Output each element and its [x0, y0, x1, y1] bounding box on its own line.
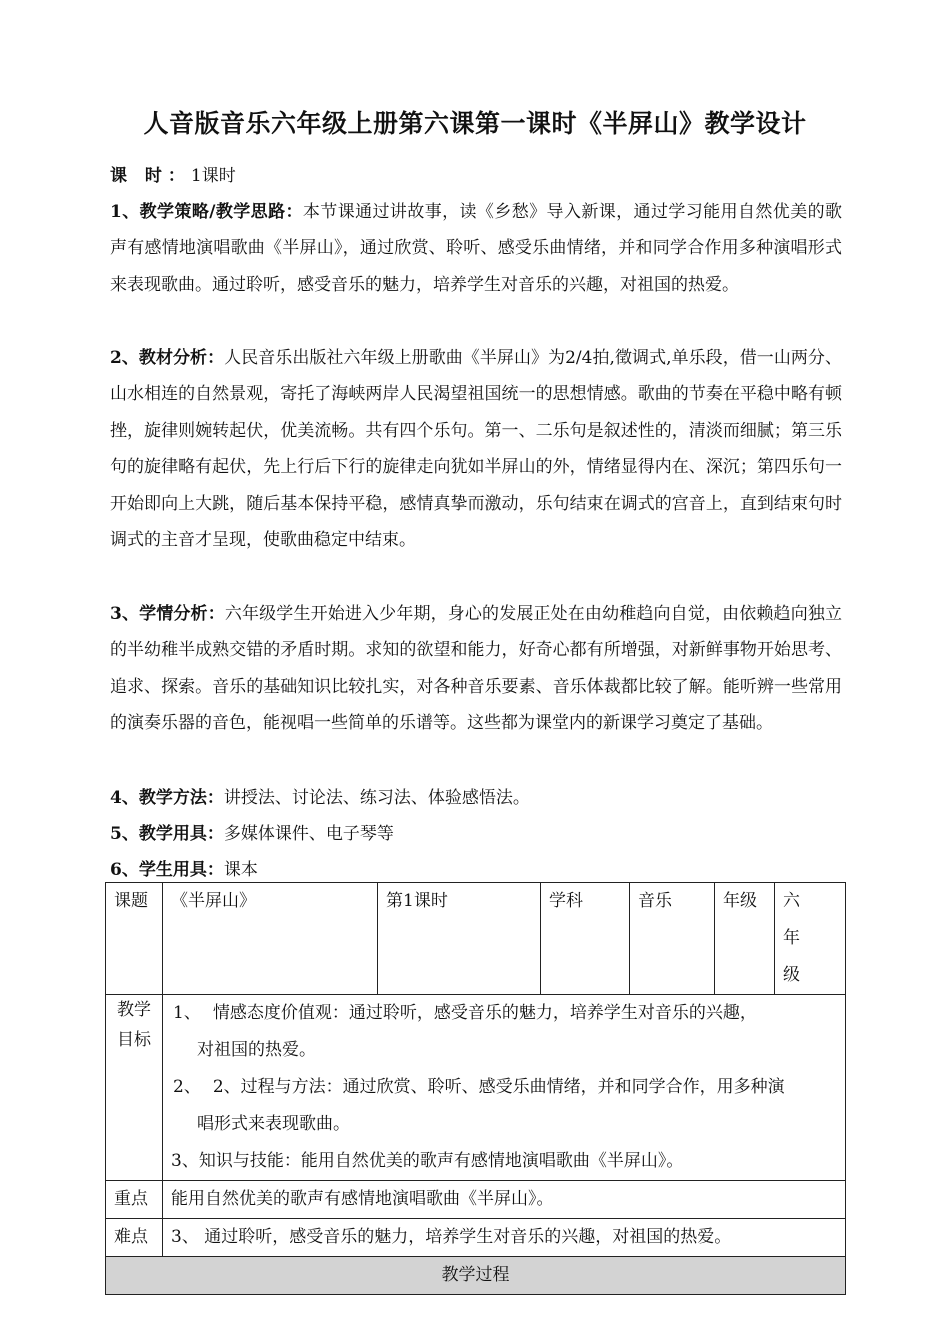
section-text: 六年级学生开始进入少年期，身心的发展正处在由幼稚趋向自觉，由依赖趋向独立的半幼稚半成熟交错的矛盾时期。求知的欲望和能力，好奇心都有所增强，对新鲜事物开始思考、追求、探索。音乐的基础知识比较扎实，对各种音乐要素、音乐体裁都比较了解。能听辨一些常用的演奏乐器的音色，能视唱一些简单的乐谱等。这些都为课堂内的新课学习奠定了基础。: [110, 604, 842, 734]
table-row-difficulty: [106, 1219, 846, 1257]
goals-label-cell: 教学目标: [106, 995, 163, 1181]
section-text: 本节课通过讲故事，读《乡愁》导入新课，通过学习能用自然优美的歌声有感情地演唱歌曲《半屏山》，通过欣赏、聆听、感受乐曲情绪，并和同学合作用多种演唱形式来表现歌曲。通过聆听，感受音乐的魅力，培养学生对音乐的兴趣，对祖国的热爱。: [110, 202, 842, 295]
section-strategy: [110, 194, 842, 303]
section-label: 5、教学用具：: [110, 824, 224, 844]
section-text: 人民音乐出版社六年级上册歌曲《半屏山》为2/4拍,徵调式,单乐段，借一山两分、山水相连的自然景观，寄托了海峡两岸人民渴望祖国统一的思想情感。歌曲的节奏在平稳中略有顿挫，旋律则婉转起伏，优美流畅。共有四个乐句。第一、二乐句是叙述性的，清淡而细腻；第三乐句的旋律略有起伏，先上行后下行的旋律走向犹如半屏山的外，情绪显得内在、深沉；第四乐句一开始即向上大跳，随后基本保持平稳，感情真挚而激动，乐句结束在调式的宫音上，直到结束句时调式的主音才呈现，使歌曲稳定中结束。: [110, 348, 842, 551]
section-text: 讲授法、讨论法、练习法、体验感悟法。: [223, 788, 530, 808]
goal-text: 情感态度价值观：通过聆听，感受音乐的魅力，培养学生对音乐的兴趣，: [212, 1003, 757, 1023]
goal-item-2: [171, 1069, 837, 1106]
table-row-key: [106, 1181, 846, 1219]
lesson-time-line: [110, 158, 842, 194]
discipline-value-cell: 音乐: [630, 883, 715, 995]
difficulty-label-cell: 难点: [106, 1219, 163, 1257]
subject-label-cell: 课题: [106, 883, 163, 995]
section-label: 3、学情分析：: [110, 604, 225, 624]
subject-value-cell: 《半屏山》: [163, 883, 378, 995]
table-row-goals: [106, 995, 846, 1181]
document-title: 人音版音乐六年级上册第六课第一课时《半屏山》教学设计: [143, 109, 807, 138]
discipline-label-cell: 学科: [541, 883, 630, 995]
key-label-cell: 重点: [106, 1181, 163, 1219]
difficulty-content-cell: 3、 通过聆听，感受音乐的魅力，培养学生对音乐的兴趣，对祖国的热爱。: [163, 1219, 846, 1257]
goal-item-1-cont: 对祖国的热爱。: [197, 1040, 316, 1060]
table-row-header: [106, 883, 846, 995]
period-cell: 第1课时: [378, 883, 541, 995]
lesson-time-label: 课 时：: [110, 166, 191, 186]
goal-item-1: [171, 995, 837, 1032]
section-label: 1、教学策略/教学思路：: [110, 202, 303, 222]
section-teaching-tools: [110, 816, 842, 852]
key-content-cell: 能用自然优美的歌声有感情地演唱歌曲《半屏山》。: [163, 1181, 846, 1219]
table-row-process: [106, 1257, 846, 1295]
section-text: 课本: [223, 860, 258, 880]
goal-item-3: 3、知识与技能：能用自然优美的歌声有感情地演唱歌曲《半屏山》。: [171, 1151, 684, 1171]
section-text: 多媒体课件、电子琴等: [223, 824, 394, 844]
section-methods: [110, 780, 842, 816]
grade-value-cell: 六 年级: [775, 883, 846, 995]
goals-content-cell: [163, 995, 846, 1181]
goal-item-2-cont: 唱形式来表现歌曲。: [197, 1114, 350, 1134]
section-label: 6、学生用具：: [110, 860, 224, 880]
process-header-cell: 教学过程: [106, 1257, 846, 1295]
lesson-time-value: 1课时: [190, 166, 236, 186]
section-material: [110, 340, 842, 558]
goal-number: 2、: [173, 1077, 201, 1097]
lesson-plan-table: [105, 882, 846, 1295]
goal-text: 2、过程与方法：通过欣赏、聆听、感受乐曲情绪，并和同学合作，用多种演: [212, 1077, 785, 1097]
section-students: [110, 596, 842, 742]
section-label: 4、教学方法：: [110, 788, 224, 808]
section-label: 2、教材分析：: [110, 348, 225, 368]
goal-number: 1、: [173, 1003, 201, 1023]
grade-label-cell: 年级: [715, 883, 775, 995]
